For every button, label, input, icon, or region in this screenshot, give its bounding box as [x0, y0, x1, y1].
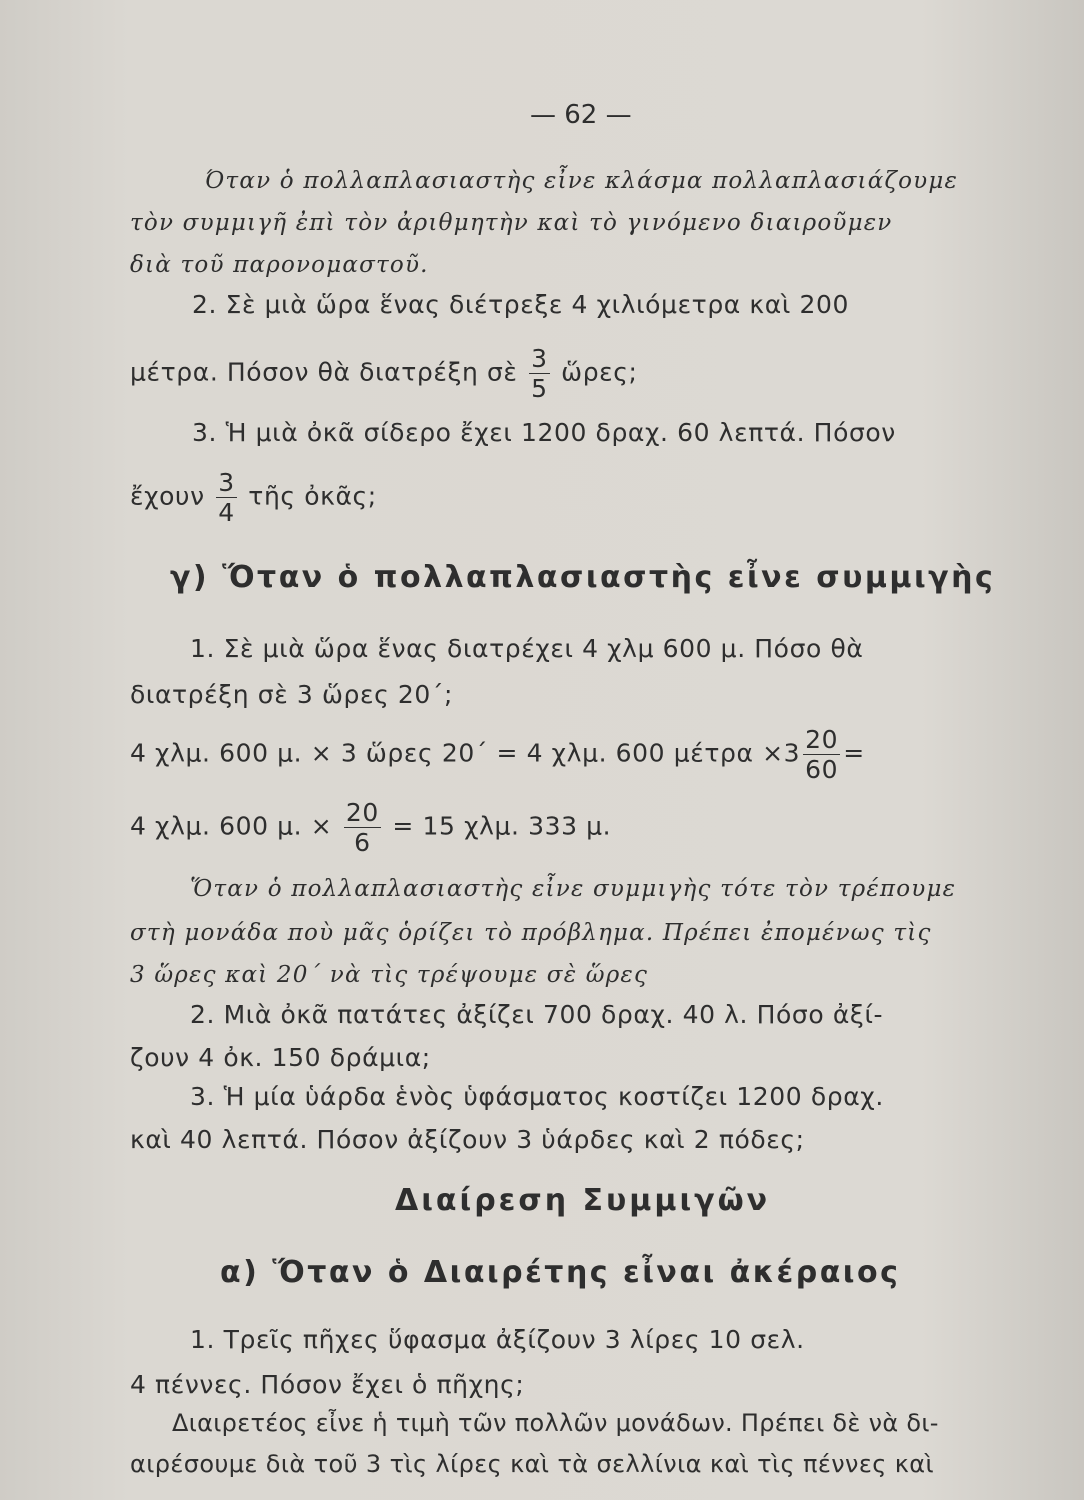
fraction: [529, 346, 550, 401]
rule-text-line: διὰ τοῦ παρονομαστοῦ.: [130, 252, 429, 278]
rule-text-line: τὸν συμμιγῆ ἐπὶ τὸν ἀριθμητὴν καὶ τὸ γινόμενο διαιροῦμεν: [130, 210, 893, 236]
equation-line: [130, 800, 611, 855]
exercise-text: ἔχουν: [130, 481, 205, 511]
fraction: [344, 800, 381, 855]
fraction-denominator: 6: [354, 828, 371, 857]
section-heading-alpha: α) Ὅταν ὁ Διαιρέτης εἶναι ἀκέραιος: [220, 1255, 901, 1290]
equation-text: =: [843, 738, 865, 768]
fraction-numerator: 20: [805, 725, 839, 754]
exercise-line: 2. Μιὰ ὀκᾶ πατάτες ἀξίζει 700 δραχ. 40 λ. Πόσο ἀξί-: [190, 1000, 884, 1029]
exercise-line: [130, 346, 638, 401]
fraction-denominator: 60: [805, 755, 839, 784]
exercise-line: [130, 470, 377, 525]
fraction-numerator: 20: [345, 798, 379, 827]
exercise-line: 1. Σὲ μιὰ ὥρα ἕνας διατρέχει 4 χλμ 600 μ. Πόσο θὰ: [190, 634, 864, 663]
fraction: [216, 470, 237, 525]
exercise-line: 3. Ἡ μιὰ ὀκᾶ σίδερο ἔχει 1200 δραχ. 60 λεπτά. Πόσον: [192, 418, 896, 447]
fraction-denominator: 5: [531, 374, 548, 403]
equation-text: 4 χλμ. 600 μ. × 3 ὥρες 20΄ = 4 χλμ. 600 μέτρα ×3: [130, 738, 801, 768]
fraction-numerator: 3: [531, 344, 548, 373]
equation-line: [130, 727, 865, 782]
exercise-line: διατρέξη σὲ 3 ὥρες 20΄;: [130, 680, 454, 709]
exercise-line: ζουν 4 ὀκ. 150 δράμια;: [130, 1043, 431, 1072]
rule-text-line: Όταν ὁ πολλαπλασιαστὴς εἶνε κλάσμα πολλαπλασιάζουμε: [205, 168, 959, 194]
equation-text: = 15 χλμ. 333 μ.: [392, 811, 612, 841]
exercise-line: 1. Τρεῖς πῆχες ὕφασμα ἀξίζουν 3 λίρες 10 σελ.: [190, 1325, 805, 1354]
exercise-line: 2. Σὲ μιὰ ὥρα ἕνας διέτρεξε 4 χιλιόμετρα καὶ 200: [192, 290, 849, 319]
fraction-denominator: 4: [218, 498, 235, 527]
section-heading-division: Διαίρεση Συμμιγῶν: [395, 1183, 771, 1218]
exercise-line: 3. Ἡ μία ὑάρδα ἑνὸς ὑφάσματος κοστίζει 1200 δραχ.: [190, 1082, 884, 1111]
section-heading-gamma: γ) Ὅταν ὁ πολλαπλασιαστὴς εἶνε συμμιγὴς: [170, 560, 996, 595]
fraction-numerator: 3: [218, 468, 235, 497]
body-text-line: Διαιρετέος εἶνε ἡ τιμὴ τῶν πολλῶν μονάδων. Πρέπει δὲ νὰ δι-: [172, 1409, 939, 1437]
rule-text-line: στὴ μονάδα ποὺ μᾶς ὁρίζει τὸ πρόβλημα. Πρέπει ἐπομένως τὶς: [130, 920, 932, 946]
exercise-line: καὶ 40 λεπτά. Πόσον ἀξίζουν 3 ὑάρδες καὶ 2 πόδες;: [130, 1125, 805, 1154]
page-number: — 62 —: [530, 100, 632, 130]
equation-text: 4 χλμ. 600 μ. ×: [130, 811, 333, 841]
exercise-text: μέτρα. Πόσον θὰ διατρέξη σὲ: [130, 357, 518, 387]
rule-text-line: Ὅταν ὁ πολλαπλασιαστὴς εἶνε συμμιγὴς τότε τὸν τρέπουμε: [190, 876, 957, 902]
body-text-line: αιρέσουμε διὰ τοῦ 3 τὶς λίρες καὶ τὰ σελλίνια καὶ τὶς πέννες καὶ: [130, 1450, 935, 1478]
exercise-text: τῆς ὀκᾶς;: [248, 481, 377, 511]
rule-text-line: 3 ὥρες καὶ 20΄ νὰ τὶς τρέψουμε σὲ ὥρες: [130, 962, 649, 988]
exercise-line: 4 πέννες. Πόσον ἔχει ὁ πῆχης;: [130, 1370, 525, 1399]
fraction: [803, 727, 840, 782]
exercise-text: ὥρες;: [561, 357, 638, 387]
